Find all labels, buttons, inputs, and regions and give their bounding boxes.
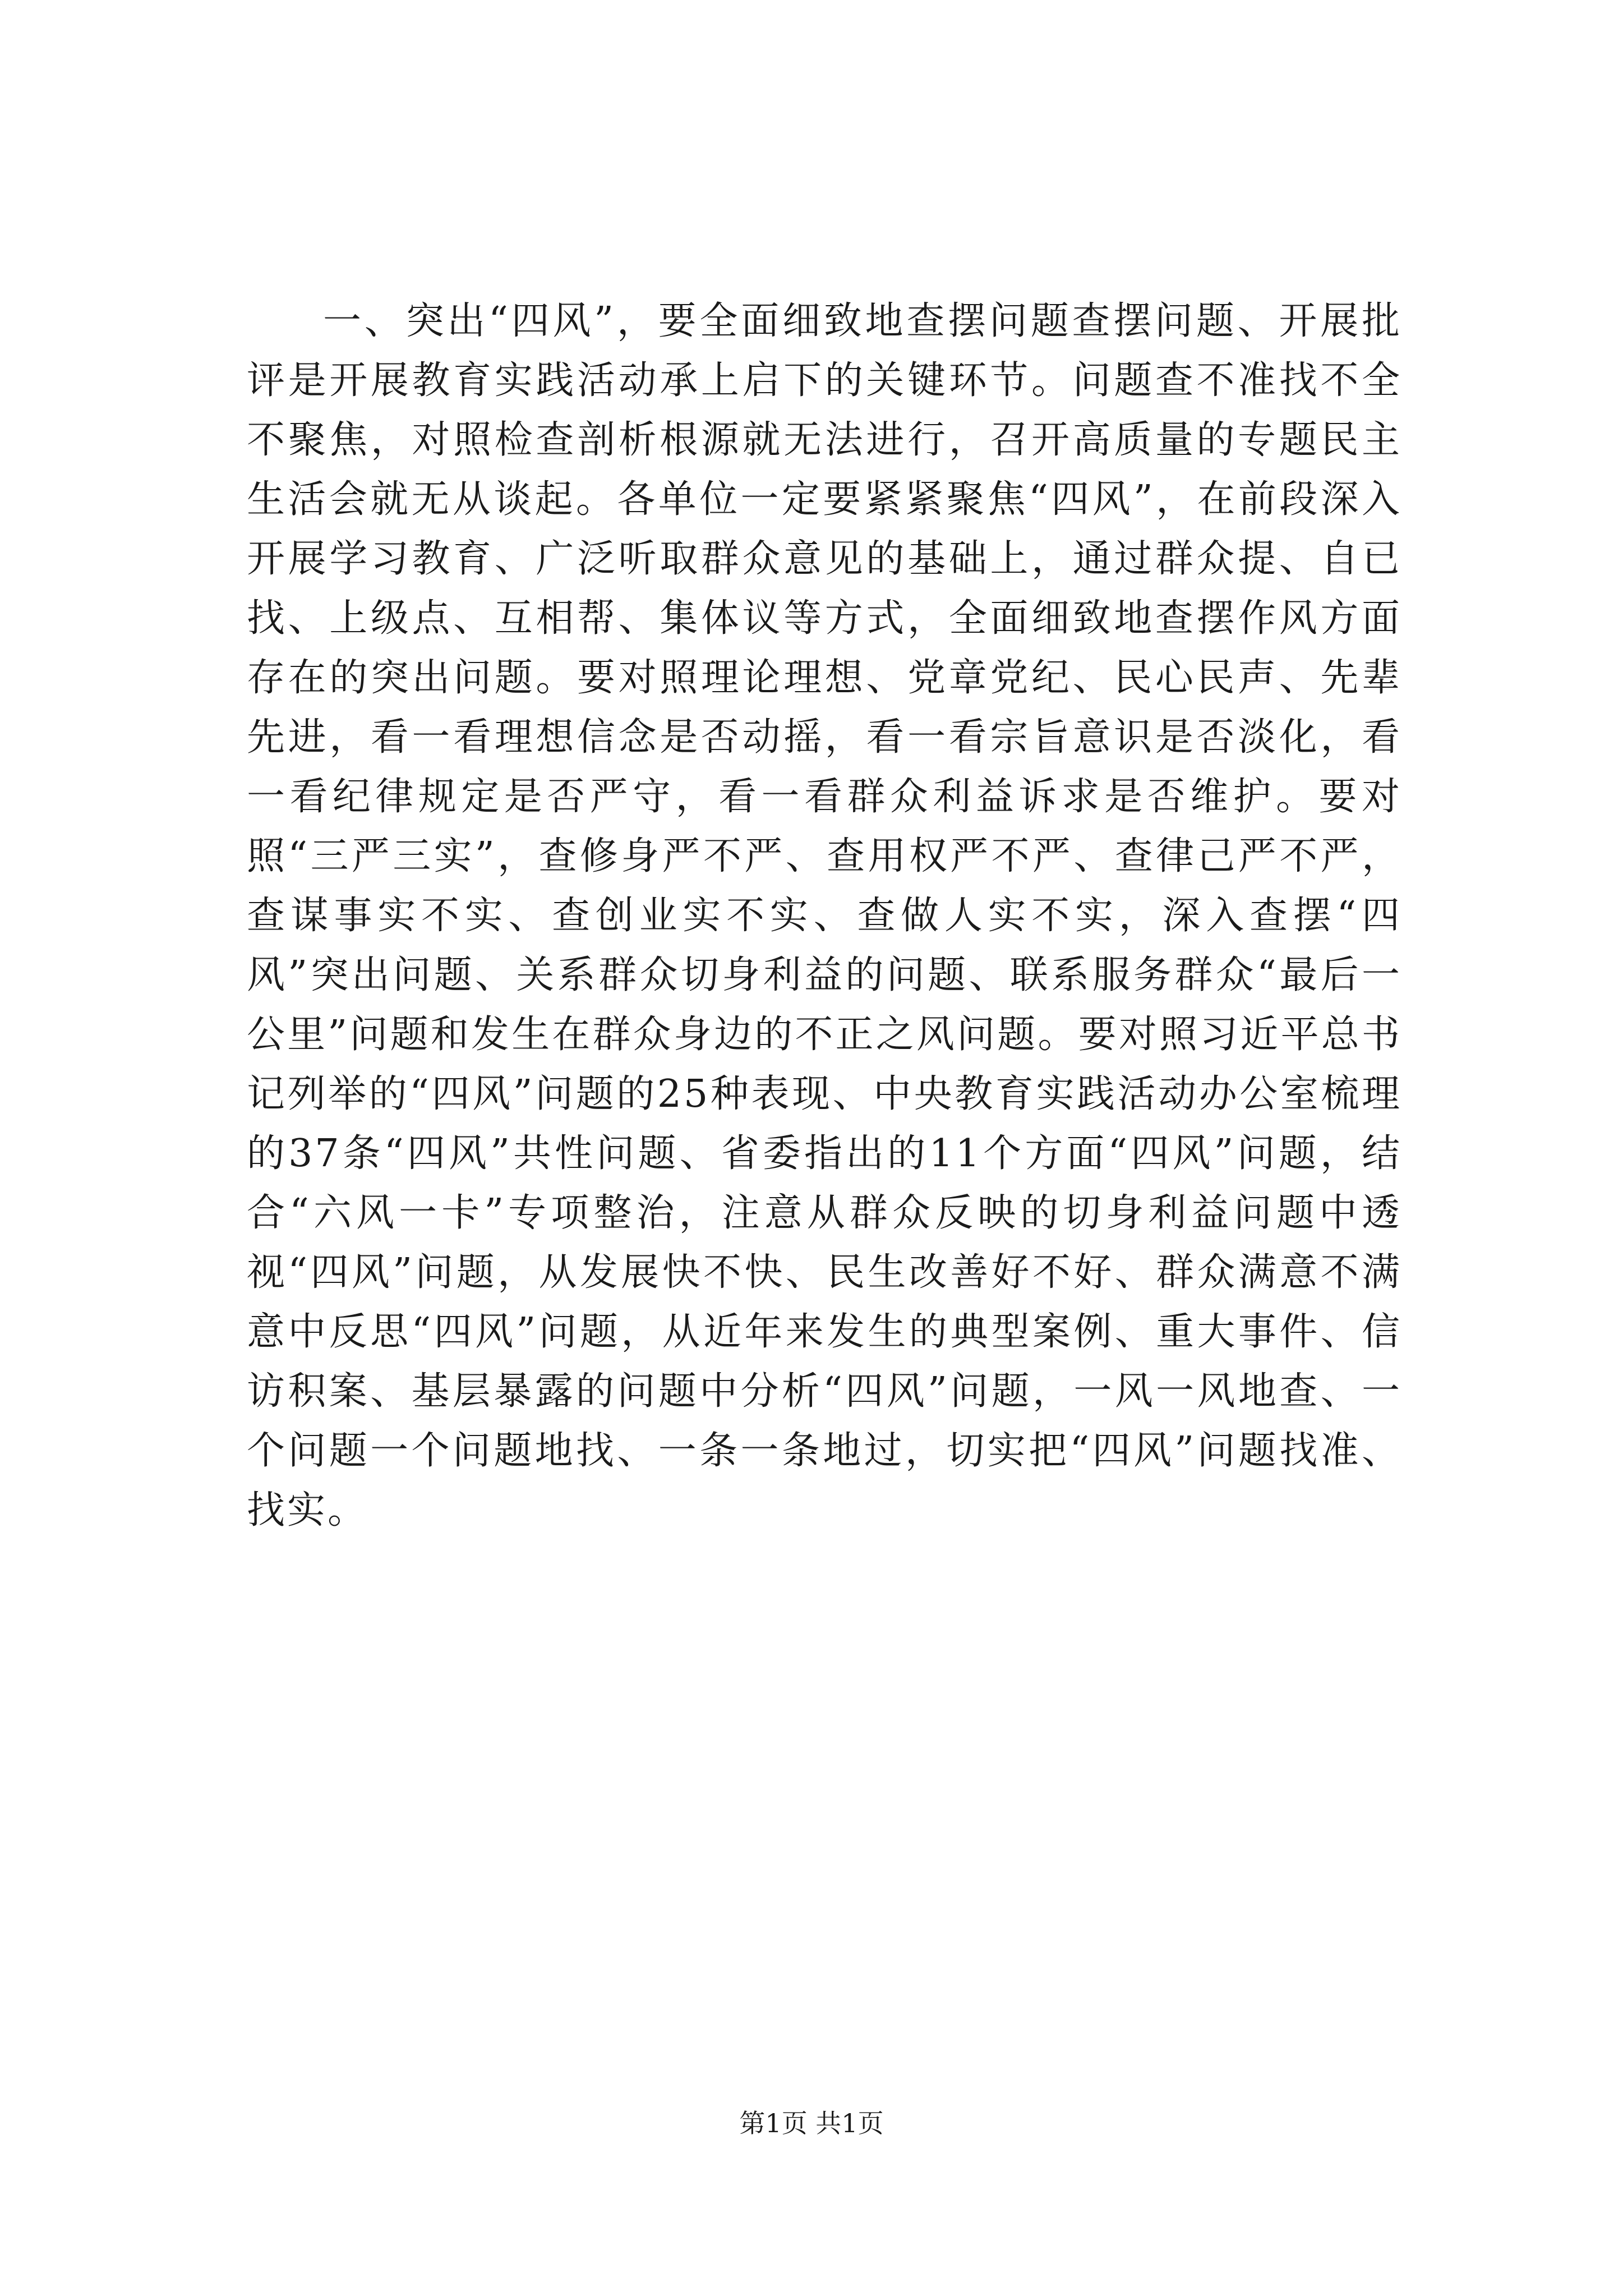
body-paragraph: 一、突出“四风”，要全面细致地查摆问题查摆问题、开展批评是开展教育实践活动承上启下的关键环节。问题查不准找不全不聚焦，对照检查剖析根源就无法进行，召开高质量的专题民主生活会就无从谈起。各单位一定要紧紧聚焦“四风”，在前段深入开展学习教育、广泛听取群众意见的基础上，通过群众提、自已找、上级点、互相帮、集体议等方式，全面细致地查摆作风方面存在的突出问题。要对照理论理想、党章党纪、民心民声、先辈先进，看一看理想信念是否动摇，看一看宗旨意识是否淡化，看一看纪律规定是否严守，看一看群众利益诉求是否维护。要对照“三严三实”，查修身严不严、查用权严不严、查律己严不严，查谋事实不实、查创业实不实、查做人实不实，深入查摆“四风”突出问题、关系群众切身利益的问题、联系服务群众“最后一公里”问题和发生在群众身边的不正之风问题。要对照习近平总书记列举的“四风”问题的25种表现、中央教育实践活动办公室梳理的37条“四风”共性问题、省委指出的11个方面“四风”问题，结合“六风一卡”专项整治，注意从群众反映的切身利益问题中透视“四风”问题，从发展快不快、民生改善好不好、群众满意不满意中反思“四风”问题，从近年来发生的典型案例、重大事件、信访积案、基层暴露的问题中分析“四风”问题，一风一风地查、一个问题一个问题地找、一条一条地过，切实把“四风”问题找准、找实。 xyxy=(247,299,1402,1533)
page-footer: 第1页 共1页 xyxy=(739,2108,884,2138)
